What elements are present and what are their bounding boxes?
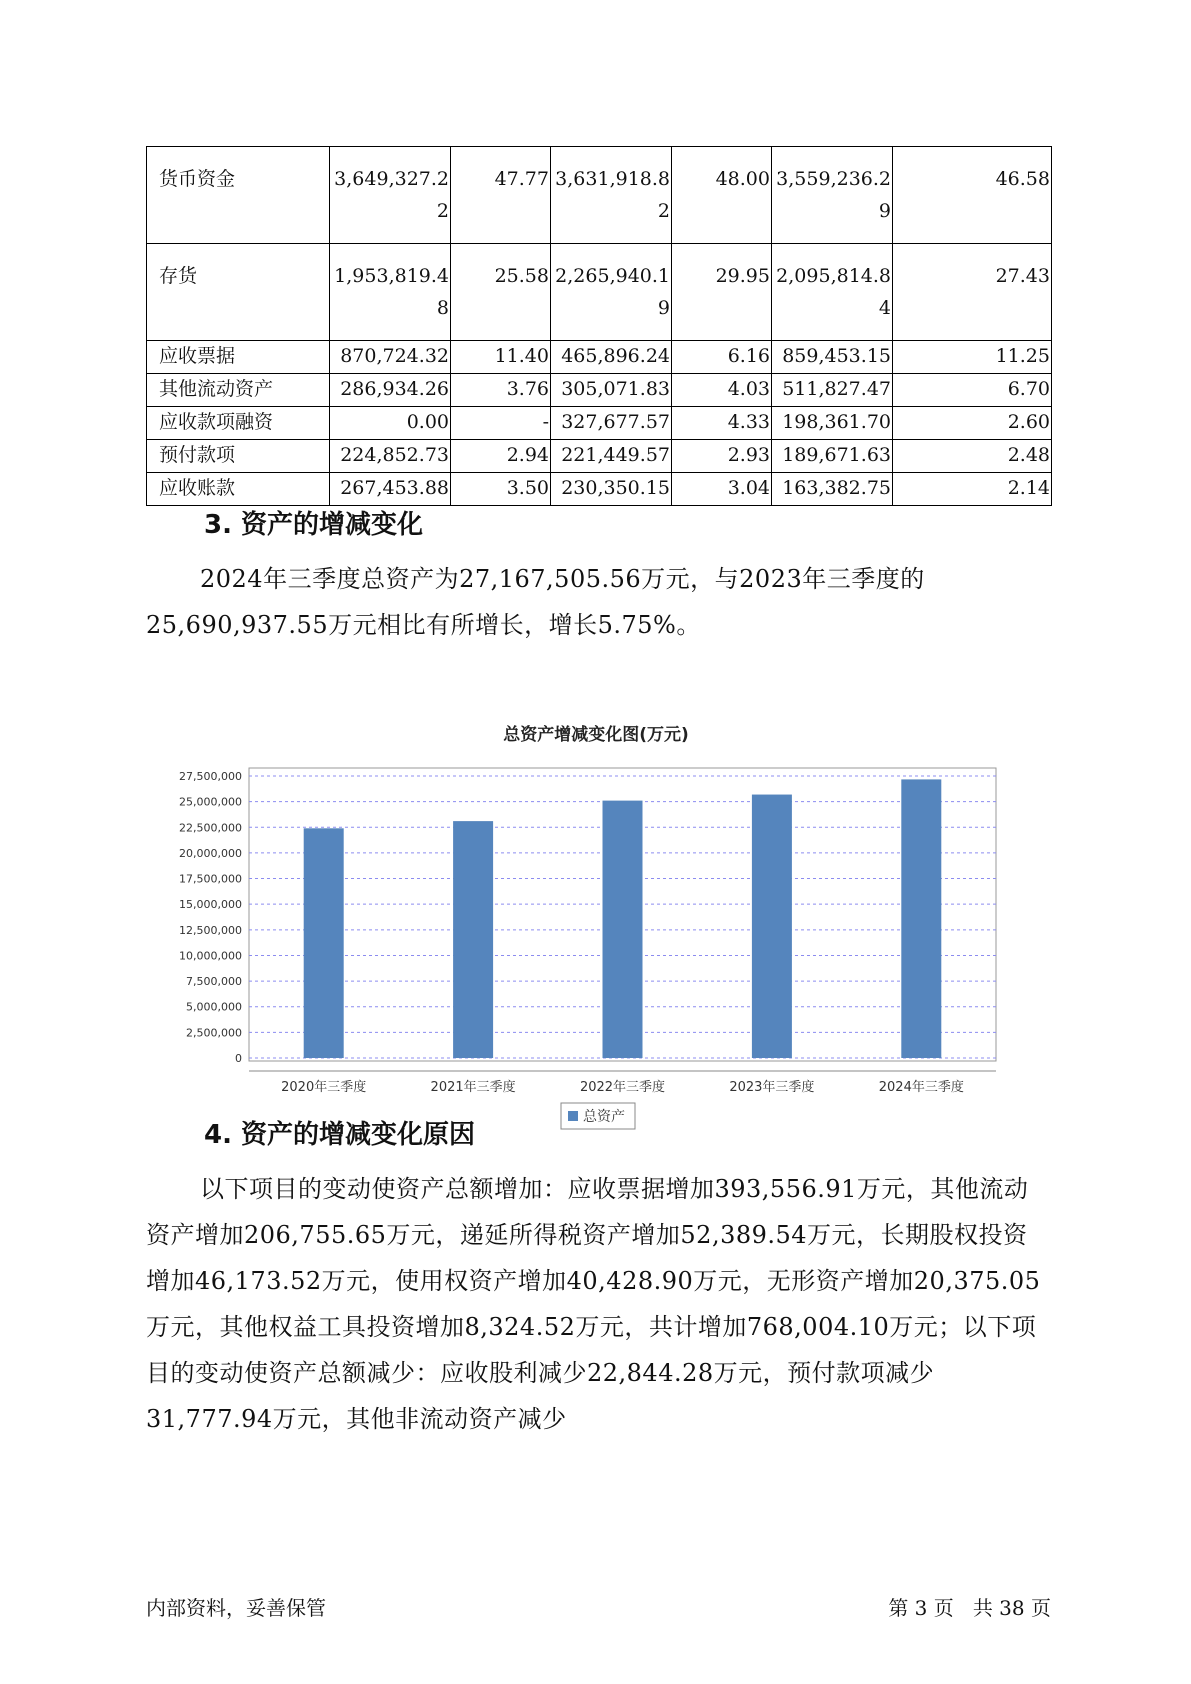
bar	[453, 821, 493, 1058]
ratio-col-2: 2.93	[672, 440, 772, 473]
x-tick-label: 2023年三季度	[729, 1080, 815, 1095]
asset-table	[146, 146, 1052, 506]
footer-confidential: 内部资料，妥善保管	[146, 1596, 326, 1620]
section-3-paragraph: 2024年三季度总资产为27,167,505.56万元，与2023年三季度的25,690,937.55万元相比有所增长，增长5.75%。	[146, 565, 925, 639]
legend-swatch	[568, 1111, 578, 1121]
ratio-col-1: -	[451, 407, 551, 440]
value-col-2: 230,350.15	[551, 473, 672, 506]
bar	[901, 779, 941, 1058]
table-row	[147, 473, 1052, 506]
table-row	[147, 244, 1052, 341]
value-col-1: 870,724.32	[330, 341, 451, 374]
y-tick-label: 20,000,000	[179, 846, 242, 860]
ratio-col-3: 2.14	[893, 473, 1052, 506]
y-tick-label: 12,500,000	[179, 923, 242, 937]
x-axis-ticks	[249, 1071, 996, 1095]
value-col-1: 3,649,327.22	[330, 147, 451, 244]
y-tick-label: 5,000,000	[186, 1000, 242, 1014]
y-tick-label: 22,500,000	[179, 821, 242, 835]
value-col-3: 3,559,236.29	[772, 147, 893, 244]
value-col-1: 267,453.88	[330, 473, 451, 506]
ratio-col-3: 11.25	[893, 341, 1052, 374]
y-tick-label: 25,000,000	[179, 795, 242, 809]
legend	[561, 1103, 635, 1129]
y-tick-label: 15,000,000	[179, 898, 242, 912]
row-name: 预付款项	[147, 440, 330, 473]
value-col-2: 221,449.57	[551, 440, 672, 473]
ratio-col-2: 48.00	[672, 147, 772, 244]
y-tick-label: 17,500,000	[179, 872, 242, 886]
x-tick-label: 2022年三季度	[579, 1080, 666, 1095]
value-col-1: 1,953,819.48	[330, 244, 451, 341]
legend-label: 总资产	[583, 1109, 625, 1125]
value-col-3: 859,453.15	[772, 341, 893, 374]
value-col-1: 224,852.73	[330, 440, 451, 473]
value-col-3: 189,671.63	[772, 440, 893, 473]
ratio-col-2: 29.95	[672, 244, 772, 341]
value-col-3: 163,382.75	[772, 473, 893, 506]
value-col-2: 3,631,918.82	[551, 147, 672, 244]
ratio-col-2: 3.04	[672, 473, 772, 506]
ratio-col-2: 4.33	[672, 407, 772, 440]
ratio-col-2: 6.16	[672, 341, 772, 374]
asset-table-body	[147, 147, 1052, 506]
ratio-col-1: 11.40	[451, 341, 551, 374]
ratio-col-1: 2.94	[451, 440, 551, 473]
y-tick-label: 0	[235, 1052, 242, 1065]
ratio-col-3: 27.43	[893, 244, 1052, 341]
bar	[603, 801, 643, 1058]
ratio-col-2: 4.03	[672, 374, 772, 407]
bar	[304, 828, 344, 1058]
table-row	[147, 147, 1052, 244]
y-tick-label: 2,500,000	[186, 1026, 242, 1040]
y-axis-ticks	[179, 770, 242, 1065]
total-assets-chart	[146, 715, 1051, 1175]
footer-page-number: 第 3 页 共 38 页	[888, 1596, 1051, 1620]
y-tick-label: 27,500,000	[179, 770, 242, 783]
value-col-1: 0.00	[330, 407, 451, 440]
row-name: 其他流动资产	[147, 374, 330, 407]
chart-title: 总资产增减变化图(万元)	[503, 725, 689, 745]
section-4-paragraph: 以下项目的变动使资产总额增加：应收票据增加393,556.91万元，其他流动资产增加206,755.65万元，递延所得税资产增加52,389.54万元，长期股权投资增加46,173.52万元，使用权资产增加40,428.90万元，无形资产增加20,375.05万元，其他权益工具投资增加8,324.52万元，共计增加768,004.10万元；以下项目的变动使资产总额减少：应收股利减少22,844.28万元，预付款项减少31,777.94万元，其他非流动资产减少	[146, 1175, 1041, 1433]
ratio-col-3: 6.70	[893, 374, 1052, 407]
bar	[752, 795, 792, 1058]
table-row	[147, 407, 1052, 440]
ratio-col-3: 2.48	[893, 440, 1052, 473]
table-row	[147, 440, 1052, 473]
table-row	[147, 374, 1052, 407]
x-tick-label: 2024年三季度	[878, 1080, 964, 1095]
value-col-3: 2,095,814.84	[772, 244, 893, 341]
table-row	[147, 341, 1052, 374]
x-tick-label: 2020年三季度	[281, 1080, 367, 1095]
row-name: 应收账款	[147, 473, 330, 506]
x-tick-label: 2021年三季度	[430, 1080, 516, 1095]
row-name: 货币资金	[147, 147, 330, 244]
ratio-col-1: 47.77	[451, 147, 551, 244]
y-tick-label: 10,000,000	[179, 949, 242, 963]
value-col-3: 511,827.47	[772, 374, 893, 407]
row-name: 应收款项融资	[147, 407, 330, 440]
ratio-col-1: 25.58	[451, 244, 551, 341]
section-4-heading: 4. 资产的增减变化原因	[204, 1120, 476, 1150]
value-col-2: 465,896.24	[551, 341, 672, 374]
row-name: 应收票据	[147, 341, 330, 374]
row-name: 存货	[147, 244, 330, 341]
y-tick-label: 7,500,000	[186, 975, 242, 989]
ratio-col-1: 3.50	[451, 473, 551, 506]
section-3-heading: 3. 资产的增减变化	[204, 510, 424, 540]
value-col-3: 198,361.70	[772, 407, 893, 440]
value-col-2: 305,071.83	[551, 374, 672, 407]
value-col-2: 327,677.57	[551, 407, 672, 440]
ratio-col-3: 2.60	[893, 407, 1052, 440]
ratio-col-1: 3.76	[451, 374, 551, 407]
value-col-1: 286,934.26	[330, 374, 451, 407]
value-col-2: 2,265,940.19	[551, 244, 672, 341]
ratio-col-3: 46.58	[893, 147, 1052, 244]
